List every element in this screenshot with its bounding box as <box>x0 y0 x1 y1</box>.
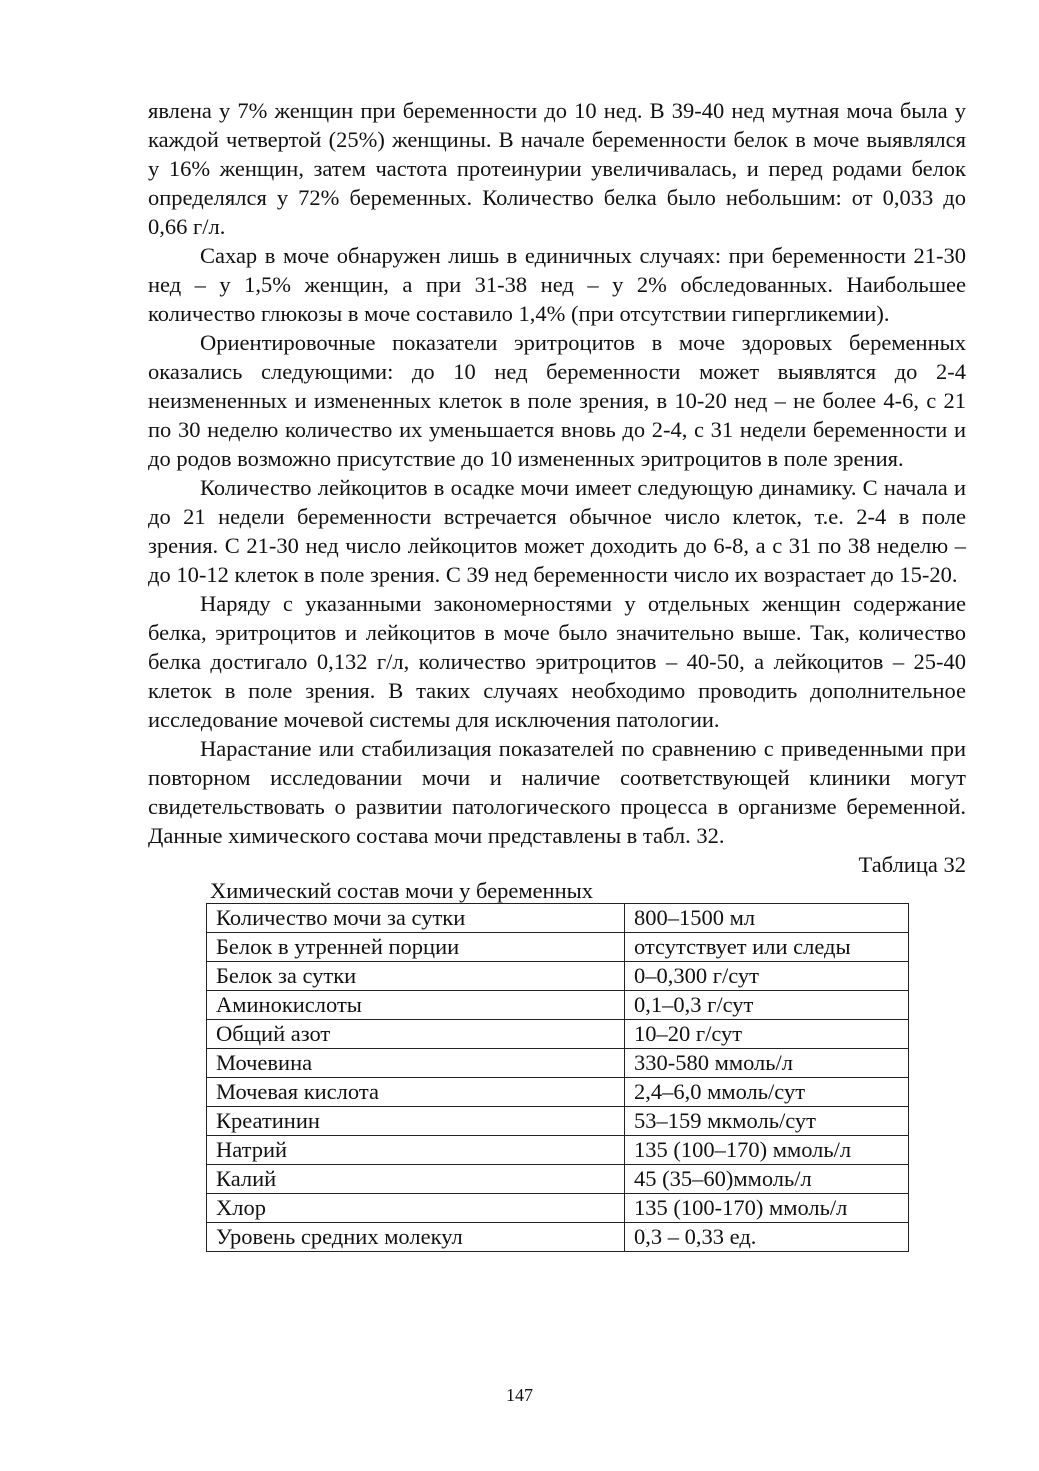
paragraph-sugar: Сахар в моче обнаружен лишь в единичных случаях: при беременности 21-30 нед – у 1,5% женщин, а при 31-38 нед – у 2% обследованных. Наибольшее количество глюкозы в моче составило 1,4% (при отсутствии гипергликемии). <box>148 243 966 326</box>
table-cell-value: 53–159 мкмоль/сут <box>625 1107 909 1136</box>
table-row <box>207 933 909 962</box>
table-cell-name: Общий азот <box>207 1020 625 1049</box>
table-row <box>207 1049 909 1078</box>
table-cell-value: отсутствует или следы <box>625 933 909 962</box>
table-row <box>207 904 909 933</box>
table-row <box>207 1165 909 1194</box>
page-body <box>148 96 966 1252</box>
table-cell-value: 0,1–0,3 г/сут <box>625 991 909 1020</box>
table-row <box>207 1136 909 1165</box>
table-cell-name: Натрий <box>207 1136 625 1165</box>
paragraph-deviations: Наряду с указанными закономерностями у отдельных женщин содержание белка, эритроцитов и лейкоцитов в моче было значительно выше. Так, количество белка достигало 0,132 г/л, количество эритроцитов – 40-50, а лейкоцитов – 25-40 клеток в поле зрения. В таких случаях необходимо проводить дополнительное исследование мочевой системы для исключения патологии. <box>148 591 966 732</box>
paragraph-continuation: явлена у 7% женщин при беременности до 10 нед. В 39-40 нед мутная моча была у каждой четвертой (25%) женщины. В начале беременности белок в моче выявлялся у 16% женщин, затем частота протеинурии увеличивалась, и перед родами белок определялся у 72% беременных. Количество белка было небольшим: от 0,033 до 0,66 г/л. <box>148 98 966 239</box>
table-row <box>207 1078 909 1107</box>
table-cell-value: 800–1500 мл <box>625 904 909 933</box>
table-cell-name: Уровень средних молекул <box>207 1223 625 1252</box>
table-cell-name: Мочевина <box>207 1049 625 1078</box>
table-row <box>207 1223 909 1252</box>
table-cell-name: Мочевая кислота <box>207 1078 625 1107</box>
table-block <box>206 879 908 1252</box>
table-cell-value: 0,3 – 0,33 ед. <box>625 1223 909 1252</box>
table-cell-name: Аминокислоты <box>207 991 625 1020</box>
table-cell-value: 45 (35–60)ммоль/л <box>625 1165 909 1194</box>
table-cell-name: Количество мочи за сутки <box>207 904 625 933</box>
table-row <box>207 991 909 1020</box>
table-label: Таблица 32 <box>858 852 966 877</box>
table-row <box>207 962 909 991</box>
paragraph-erythrocytes: Ориентировочные показатели эритроцитов в моче здоровых беременных оказались следующими: до 10 нед беременности может выявлятся до 2-4 неизмененных и измененных клеток в поле зрения, в 10-20 нед – не более 4-6, с 21 по 30 неделю количество их уменьшается вновь до 2-4, с 31 недели беременности и до родов возможно присутствие до 10 измененных эритроцитов в поле зрения. <box>148 330 966 471</box>
table-cell-value: 135 (100-170) ммоль/л <box>625 1194 909 1223</box>
table-cell-value: 0–0,300 г/сут <box>625 962 909 991</box>
table-row <box>207 1194 909 1223</box>
table-cell-value: 2,4–6,0 ммоль/сут <box>625 1078 909 1107</box>
table-cell-value: 10–20 г/сут <box>625 1020 909 1049</box>
paragraph-leukocytes: Количество лейкоцитов в осадке мочи имеет следующую динамику. С начала и до 21 недели беременности встречается обычное число клеток, т.е. 2-4 в поле зрения. С 21-30 нед число лейкоцитов может доходить до 6-8, а с 31 по 38 неделю – до 10-12 клеток в поле зрения. С 39 нед беременности число их возрастает до 15-20. <box>148 475 966 587</box>
table-title: Химический состав мочи у беременных <box>210 878 593 903</box>
table-cell-value: 135 (100–170) ммоль/л <box>625 1136 909 1165</box>
paragraph-conclusion: Нарастание или стабилизация показателей по сравнению с приведенными при повторном исследовании мочи и наличие соответствующей клиники могут свидетельствовать о развитии патологического процесса в организме беременной. Данные химического состава мочи представлены в табл. 32. <box>148 736 966 848</box>
table-cell-name: Креатинин <box>207 1107 625 1136</box>
table-cell-name: Белок за сутки <box>207 962 625 991</box>
table-cell-name: Хлор <box>207 1194 625 1223</box>
page-number: 147 <box>506 1385 533 1405</box>
table-row <box>207 1020 909 1049</box>
table-row <box>207 1107 909 1136</box>
table-cell-name: Белок в утренней порции <box>207 933 625 962</box>
chemical-composition-table <box>206 903 909 1252</box>
table-cell-value: 330-580 ммоль/л <box>625 1049 909 1078</box>
table-cell-name: Калий <box>207 1165 625 1194</box>
